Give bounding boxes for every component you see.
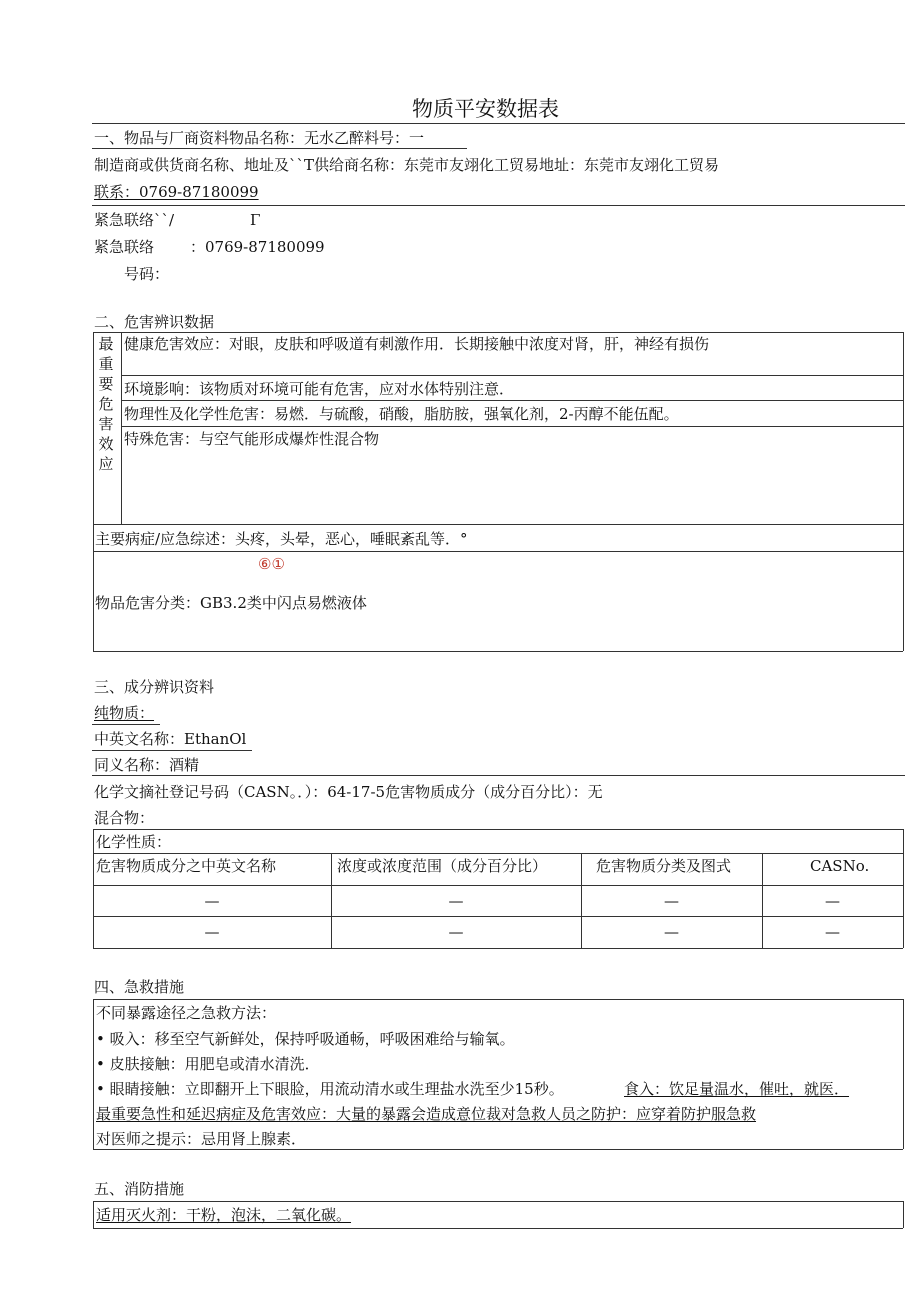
table-bottom <box>93 948 903 949</box>
page-title: 物质平安数据表 <box>412 97 559 121</box>
health-rule <box>121 375 903 376</box>
table-header-concentration: 浓度或浓度范围（成分百分比） <box>337 857 548 875</box>
fire-box-top <box>93 1201 903 1202</box>
hazard-classification: 物品危害分类：GB3.2类中闪点易燃液体 <box>95 594 367 612</box>
table-cell: — <box>664 892 679 910</box>
synonym-rule <box>92 775 905 776</box>
emergency-contact-2-label: 紧急联络 <box>94 238 155 256</box>
table-header-top <box>93 853 903 854</box>
special-hazard: 特殊危害：与空气能形成爆炸性混合物 <box>124 430 380 448</box>
table-header-name: 危害物质成分之中英文名称 <box>96 857 277 875</box>
firstaid-box-left <box>93 999 94 1149</box>
emergency-contact-2-value: ：0769-87180099 <box>190 238 325 256</box>
environment-impact: 环境影响：该物质对环境可能有危害，应对水体特别注意． <box>124 380 515 398</box>
table-cell: — <box>204 892 220 910</box>
firstaid-symptoms: 最重要急性和延迟病症及危害效应：大量的暴露会造成意位裁对急救人员之防护：应穿着防护服急救 <box>96 1105 757 1123</box>
firstaid-inhalation: • 吸入：移至空气新鲜处，保持呼吸通畅，呼吸困难给与输氧。 <box>96 1030 515 1048</box>
section2-heading: 二、危害辨识数据 <box>94 313 215 331</box>
firstaid-skin: • 皮肤接触：用肥皂或清水清洗． <box>96 1055 320 1073</box>
firstaid-box-right <box>903 999 904 1149</box>
section5-heading: 五、消防措施 <box>94 1180 185 1198</box>
health-hazard: 健康危害效应：对眼，皮肤和呼吸道有刺激作用．长期接触中浓度对肾，肝，神经有损伤 <box>124 335 710 353</box>
hazard-side-divider <box>121 332 122 524</box>
emergency-contact-1: 紧急联络``/ <box>94 211 175 229</box>
table-top <box>93 829 903 830</box>
special-rule <box>93 524 903 525</box>
circled-marks: ⑥① <box>258 555 285 573</box>
section1-line2: 制造商或供货商名称、地址及``T供给商名称：东莞市友翊化工贸易地址：东莞市友翊化工贸易 <box>94 156 720 174</box>
table-row-sep-1 <box>93 885 903 886</box>
chemical-name: 中英文名称：EthanOl <box>94 730 247 748</box>
table-header-casno: CASNo. <box>810 857 870 875</box>
doctor-notes: 对医师之提示：忌用肾上腺素． <box>96 1130 307 1148</box>
emergency-contact-1-mark: Γ <box>250 211 261 229</box>
name-rule <box>92 750 252 751</box>
table-cell: — <box>664 923 679 941</box>
contact-rule <box>92 205 905 206</box>
physchem-rule <box>121 426 903 427</box>
pure-rule <box>92 724 160 725</box>
firstaid-eye: • 眼睛接触：立即翻开上下眼脸，用流动清水或生理盐水洗至少15秒。 <box>96 1080 564 1098</box>
section1-line1: 一、物品与厂商资料物品名称：无水乙醉料号：一 <box>94 129 425 147</box>
section1-line1-rule <box>92 148 467 149</box>
title-rule <box>92 123 905 124</box>
table-cell: — <box>825 923 840 941</box>
cas-number: 化学文摘社登记号码（CASN。．）：64-17-5危害物质成分（成分百分比）：无 <box>94 783 603 801</box>
firstaid-ingestion: 食入：饮足量温水，催吐，就医． <box>624 1080 850 1098</box>
fire-box-right <box>903 1201 904 1228</box>
fire-box-left <box>93 1201 94 1228</box>
pure-substance-label: 纯物质： <box>94 704 155 722</box>
section3-heading: 三、成分辨识资料 <box>94 678 215 696</box>
contact-phone: 联系：0769-87180099 <box>94 183 259 201</box>
table-cell: — <box>448 892 464 910</box>
mixture-label: 混合物： <box>94 809 155 827</box>
env-rule <box>121 400 903 401</box>
physchem-hazard: 物理性及化学性危害：易燃．与硫酸，硝酸，脂肪胺，强氧化剂，2-丙醇不能伍配。 <box>124 405 679 423</box>
main-symptoms: 主要病症/应急综述：头疼，头晕，恶心，唾眠紊乱等．° <box>95 530 468 548</box>
symptoms-rule <box>93 551 903 552</box>
firstaid-intro: 不同暴露途径之急救方法： <box>96 1004 277 1022</box>
table-row-sep-2 <box>93 916 903 917</box>
firstaid-box-bottom <box>93 1149 903 1150</box>
hazard-box-right <box>903 332 904 651</box>
hazard-box-bottom <box>93 651 903 652</box>
emergency-number-label: 号码： <box>124 265 170 283</box>
section4-heading: 四、急救措施 <box>94 978 185 996</box>
table-cell: — <box>204 923 220 941</box>
table-cell: — <box>825 892 840 910</box>
hazard-box-left <box>93 332 94 651</box>
table-right <box>903 829 904 948</box>
firstaid-box-top <box>93 999 903 1000</box>
chemical-properties-label: 化学性质： <box>96 833 172 851</box>
table-cell: — <box>448 923 464 941</box>
synonym: 同义名称：酒精 <box>94 756 200 774</box>
hazard-box-top <box>93 332 903 333</box>
hazard-side-label: 最重要危害效应 <box>98 335 114 473</box>
extinguishing-agents: 适用灭火剂：干粉，泡沫，二氧化碳。 <box>96 1206 352 1224</box>
fire-box-bottom <box>93 1228 903 1229</box>
table-header-classification: 危害物质分类及图式 <box>596 857 732 875</box>
